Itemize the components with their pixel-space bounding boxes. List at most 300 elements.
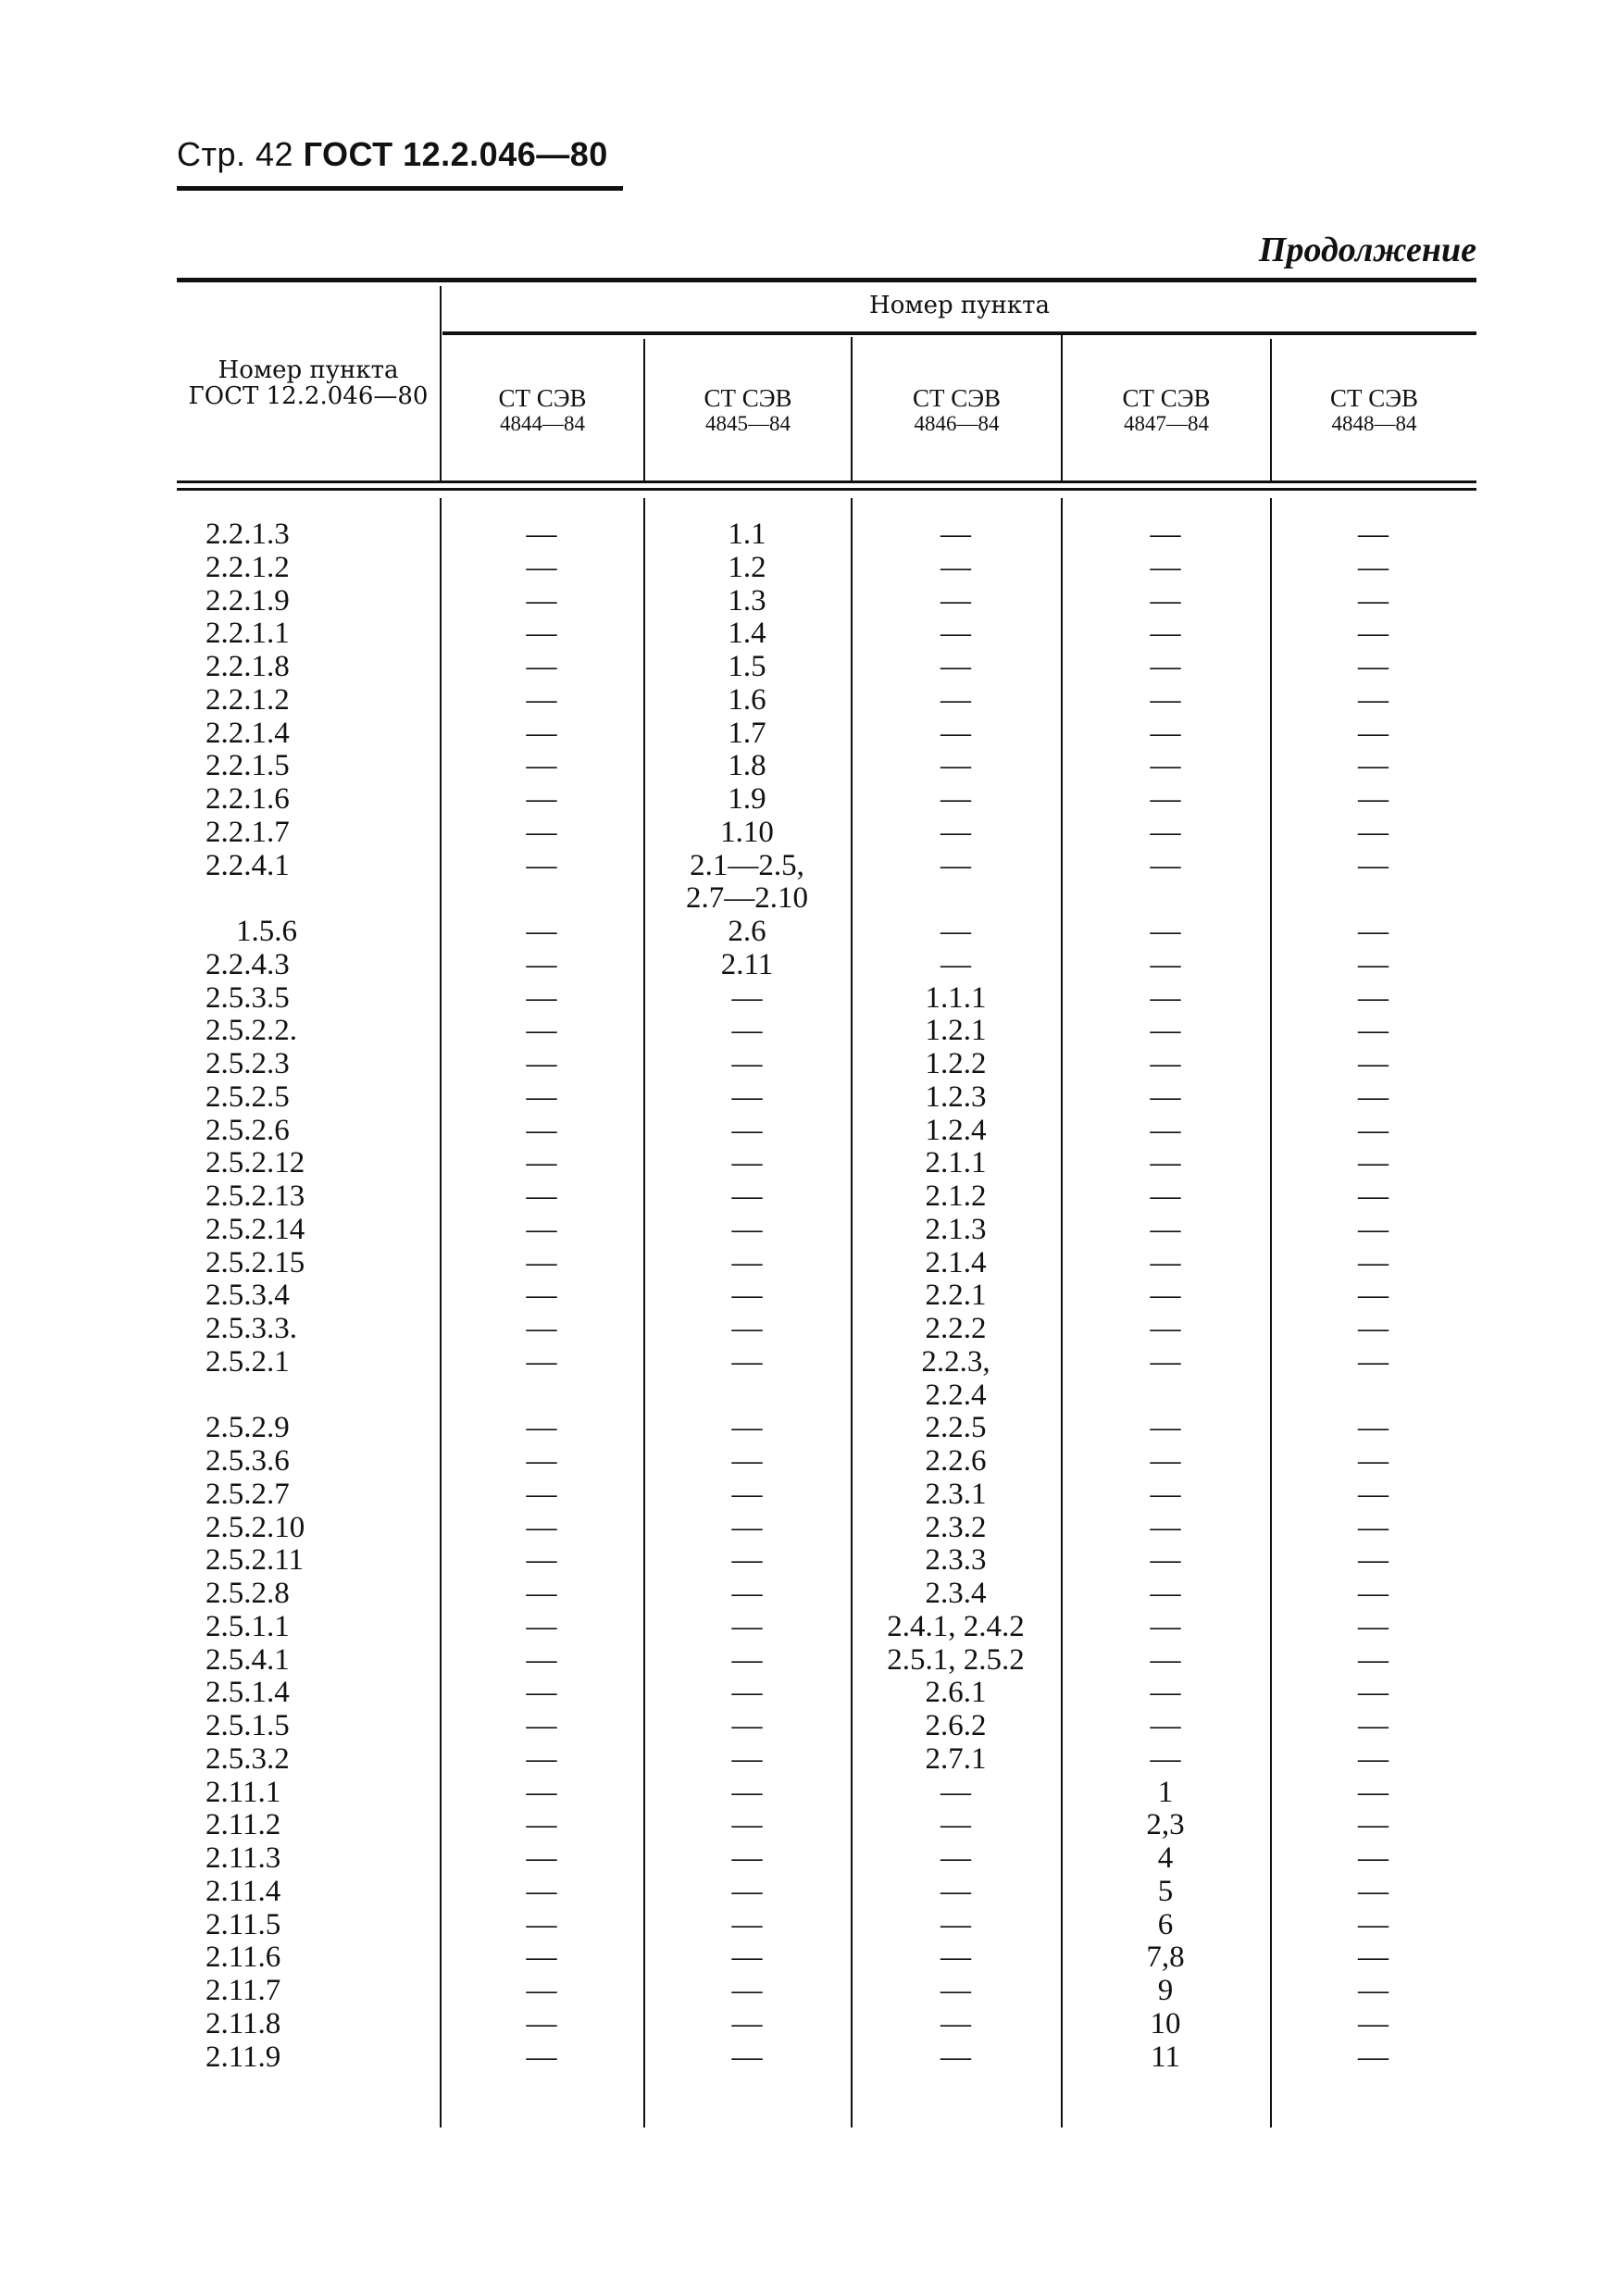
sev-clause-cell: —	[1150, 1312, 1181, 1345]
table-row	[177, 916, 1476, 949]
sev-clause-cell: 1.1	[728, 518, 766, 551]
table-row	[177, 1247, 1476, 1280]
sev-clause-cell: 2.3.2	[925, 1510, 987, 1544]
sev-clause-cell: —	[526, 1974, 557, 2007]
sev-clause-cell: 5	[1157, 1874, 1174, 1908]
sev-clause-cell: —	[1358, 1014, 1389, 1048]
gost-clause-cell: 2.2.1.3	[205, 518, 290, 551]
table-row	[177, 1975, 1476, 2008]
sev-clause-cell: —	[731, 1642, 763, 1677]
gost-clause-cell: 2.2.1.1	[205, 617, 290, 651]
sev-clause-cell: —	[1358, 1676, 1389, 1710]
sev-clause-cell: —	[1358, 550, 1389, 584]
sev-clause-cell: —	[526, 815, 557, 849]
sev-clause-cell: —	[1150, 1510, 1181, 1544]
sev-clause-cell: 2.1.4	[925, 1245, 987, 1279]
sev-clause-cell: —	[1358, 1279, 1389, 1313]
sev-clause-cell: —	[526, 1411, 557, 1445]
table-row	[177, 982, 1476, 1016]
table-row	[177, 1578, 1476, 1611]
sev-clause-cell: —	[1358, 1874, 1389, 1908]
column-divider	[440, 286, 442, 480]
sev-clause-cell: —	[1358, 782, 1389, 816]
sev-clause-cell: 1.2.3	[925, 1079, 987, 1114]
column-header-4845	[645, 385, 851, 437]
gost-clause-cell: 2.11.5	[205, 1907, 281, 1941]
sev-clause-cell: —	[526, 2006, 557, 2040]
sev-clause-cell: —	[1358, 1179, 1389, 1213]
sev-clause-cell: —	[1358, 1113, 1389, 1147]
sev-clause-cell: —	[526, 1510, 557, 1544]
sev-clause-cell: —	[526, 682, 557, 717]
sev-clause-cell: —	[1150, 550, 1181, 584]
sev-clause-cell: —	[1358, 650, 1389, 683]
sev-clause-cell: 2.11	[720, 947, 774, 981]
sev-clause-cell: —	[940, 550, 971, 584]
sev-clause-cell: —	[731, 1808, 763, 1842]
table-row	[177, 1015, 1476, 1048]
gost-clause-cell: 2.5.3.3.	[205, 1312, 297, 1345]
gost-clause-cell: 2.11.3	[205, 1841, 281, 1875]
sev-clause-cell: —	[1358, 1543, 1389, 1578]
sev-clause-cell: —	[1358, 1577, 1389, 1610]
sev-clause-cell: —	[731, 1609, 763, 1643]
sev-clause-cell: —	[526, 947, 557, 981]
sev-clause-cell: —	[940, 1874, 971, 1908]
gost-clause-cell: 2.11.9	[205, 2040, 281, 2074]
column-header-4848	[1272, 385, 1476, 437]
sev-clause-cell: —	[526, 550, 557, 584]
gost-clause-cell: 2.5.2.13	[205, 1179, 305, 1213]
sev-clause-cell: —	[1150, 1146, 1181, 1180]
sev-clause-cell: —	[1358, 1709, 1389, 1742]
sev-clause-cell: —	[1358, 617, 1389, 651]
sev-clause-cell: —	[526, 1577, 557, 1610]
table-row	[177, 1214, 1476, 1247]
sev-clause-cell: —	[940, 915, 971, 948]
sev-clause-cell: 1.2	[728, 550, 766, 584]
continuation-label: Продолжение	[1258, 231, 1476, 269]
sev-clause-cell: —	[526, 1874, 557, 1908]
sev-clause-cell: —	[731, 1312, 763, 1345]
column-header-line1: СТ СЭВ	[498, 384, 587, 412]
table-row	[177, 1710, 1476, 1743]
standard-designation: ГОСТ 12.2.046—80	[303, 135, 608, 173]
gost-clause-cell: 2.11.1	[205, 1775, 281, 1809]
sev-clause-cell: —	[1150, 1079, 1181, 1114]
sev-clause-cell: —	[1358, 1741, 1389, 1776]
gost-clause-cell: 2.2.1.5	[205, 749, 290, 783]
sev-clause-cell: —	[1150, 782, 1181, 816]
sev-clause-cell: —	[526, 1642, 557, 1677]
sev-clause-cell: —	[940, 617, 971, 651]
sev-clause-cell: —	[731, 1411, 763, 1445]
sev-clause-cell: —	[940, 749, 971, 783]
sev-clause-cell: —	[526, 1146, 557, 1180]
sev-clause-cell: —	[526, 1841, 557, 1875]
sev-clause-cell: 1	[1157, 1775, 1174, 1809]
sev-clause-cell: —	[1150, 848, 1181, 882]
sev-clause-cell: —	[1358, 1775, 1389, 1809]
sev-clause-cell: —	[1150, 1014, 1181, 1048]
sev-clause-cell: —	[731, 1874, 763, 1908]
sev-clause-cell: —	[1150, 1577, 1181, 1610]
table-row	[177, 1644, 1476, 1678]
sev-clause-cell: —	[940, 1808, 971, 1842]
sev-clause-cell: —	[940, 1775, 971, 1809]
gost-clause-cell: 2.2.4.3	[205, 947, 290, 981]
sev-clause-cell: —	[731, 1179, 763, 1213]
sev-clause-cell: —	[940, 650, 971, 683]
table-row	[177, 1081, 1476, 1115]
table-row	[177, 1611, 1476, 1644]
sev-clause-cell: —	[1358, 2040, 1389, 2074]
table-top-rule	[177, 278, 1476, 282]
sev-clause-cell: —	[526, 1477, 557, 1511]
table-row	[177, 1115, 1476, 1148]
gost-clause-cell: 2.2.4.1	[205, 848, 290, 882]
sev-clause-cell: —	[940, 2040, 971, 2074]
sev-clause-cell: 6	[1157, 1907, 1174, 1941]
gost-clause-cell: 2.5.2.5	[205, 1079, 290, 1114]
sev-clause-cell: 2.2.5	[925, 1411, 987, 1445]
sev-clause-cell: —	[1150, 1642, 1181, 1677]
table-row	[177, 1180, 1476, 1214]
sev-clause-cell: —	[731, 1676, 763, 1710]
sev-clause-cell: —	[1150, 1279, 1181, 1313]
table-row	[177, 651, 1476, 684]
sev-clause-cell: —	[526, 1709, 557, 1742]
gost-clause-cell: 2.11.4	[205, 1874, 281, 1908]
sev-clause-cell: —	[1150, 1444, 1181, 1478]
table-row	[177, 1743, 1476, 1777]
sev-clause-cell: —	[1150, 980, 1181, 1015]
sev-clause-cell: —	[1358, 1609, 1389, 1643]
gost-clause-cell: 2.5.2.1	[205, 1344, 290, 1379]
sev-clause-cell: —	[526, 782, 557, 816]
sev-clause-cell: 2.1.3	[925, 1212, 987, 1246]
sev-clause-cell: —	[1358, 1510, 1389, 1544]
sev-clause-cell: —	[731, 1741, 763, 1776]
sev-clause-cell: —	[731, 1577, 763, 1610]
table-row	[177, 1941, 1476, 1975]
sev-clause-cell: 2.2.6	[925, 1444, 987, 1478]
sev-clause-cell: —	[526, 1808, 557, 1842]
sev-clause-cell: —	[1150, 1113, 1181, 1147]
sev-clause-cell: —	[526, 583, 557, 618]
sev-clause-cell: 2.1.1	[925, 1146, 987, 1180]
sev-clause-cell: 1.6	[728, 682, 766, 717]
sev-clause-cell: —	[1150, 617, 1181, 651]
sev-clause-cell: 2.2.3, 2.2.4	[921, 1344, 990, 1412]
sev-clause-cell: —	[526, 1543, 557, 1578]
sev-clause-cell: 7,8	[1146, 1940, 1185, 1975]
sev-clause-cell: —	[940, 947, 971, 981]
sev-clause-cell: —	[1150, 1411, 1181, 1445]
sev-clause-cell: —	[731, 1444, 763, 1478]
header-bottom-rule-2	[177, 488, 1476, 491]
sev-clause-cell: —	[526, 980, 557, 1015]
sev-clause-cell: 4	[1157, 1841, 1174, 1875]
sev-clause-cell: —	[1358, 518, 1389, 551]
sev-clause-cell: —	[731, 2040, 763, 2074]
table-row	[177, 518, 1476, 552]
gost-clause-cell: 2.5.1.1	[205, 1609, 290, 1643]
column-header-line1: СТ СЭВ	[1122, 384, 1211, 412]
sev-clause-cell: 1.10	[720, 815, 774, 849]
gost-clause-cell: 2.5.2.8	[205, 1577, 290, 1610]
gost-clause-cell: 2.5.2.6	[205, 1113, 290, 1147]
sev-clause-cell: —	[1358, 1047, 1389, 1080]
gost-clause-cell: 2.5.3.5	[205, 980, 290, 1015]
page-number: Стр. 42	[177, 135, 294, 173]
sev-clause-cell: —	[526, 1312, 557, 1345]
sev-clause-cell: —	[1150, 915, 1181, 948]
sev-clause-cell: —	[1150, 1477, 1181, 1511]
sev-clause-cell: —	[1150, 1245, 1181, 1279]
sev-clause-cell: —	[1358, 682, 1389, 717]
gost-clause-cell: 2.5.1.5	[205, 1709, 290, 1742]
sev-clause-cell: —	[526, 1940, 557, 1975]
sev-clause-cell: 2.3.4	[925, 1577, 987, 1610]
sev-clause-cell: —	[1150, 749, 1181, 783]
sev-clause-cell: 11	[1151, 2040, 1180, 2074]
sev-clause-cell: —	[526, 1113, 557, 1147]
table-row	[177, 783, 1476, 817]
sev-clause-cell: —	[731, 1907, 763, 1941]
gost-clause-cell: 2.2.1.4	[205, 716, 290, 750]
sev-clause-cell: —	[731, 2006, 763, 2040]
gost-clause-cell: 2.5.2.2.	[205, 1014, 297, 1048]
sev-clause-cell: —	[526, 1079, 557, 1114]
sev-clause-cell: 1.5	[728, 650, 766, 683]
sev-clause-cell: 2.3.1	[925, 1477, 987, 1511]
sev-clause-cell: —	[731, 1841, 763, 1875]
table-row	[177, 1909, 1476, 1942]
sev-clause-cell: —	[1358, 1312, 1389, 1345]
sev-clause-cell: —	[731, 1775, 763, 1809]
gost-clause-cell: 2.5.2.15	[205, 1245, 305, 1279]
sev-clause-cell: —	[1150, 583, 1181, 618]
sev-clause-cell: —	[1358, 1444, 1389, 1478]
sev-clause-cell: —	[1358, 1940, 1389, 1975]
group-header-rule	[442, 331, 1476, 335]
sev-clause-cell: —	[526, 1676, 557, 1710]
sev-clause-cell: —	[731, 1146, 763, 1180]
sev-clause-cell: 2.1—2.5, 2.7—2.10	[686, 848, 808, 916]
gost-clause-cell: 2.2.1.8	[205, 650, 290, 683]
sev-clause-cell: 1.4	[728, 617, 766, 651]
sev-clause-cell: —	[1358, 980, 1389, 1015]
column-header-line2: 4848—84	[1331, 412, 1417, 435]
sev-clause-cell: 2.4.1, 2.4.2	[887, 1609, 1025, 1643]
sev-clause-cell: —	[1150, 1344, 1181, 1379]
sev-clause-cell: —	[526, 1245, 557, 1279]
sev-clause-cell: —	[731, 1245, 763, 1279]
sev-clause-cell: 1.9	[728, 782, 766, 816]
sev-clause-cell: —	[526, 848, 557, 882]
sev-clause-cell: —	[526, 2040, 557, 2074]
sev-clause-cell: —	[731, 1079, 763, 1114]
table-row	[177, 618, 1476, 651]
sev-clause-cell: —	[526, 1279, 557, 1313]
sev-clause-cell: —	[1150, 716, 1181, 750]
table-row	[177, 585, 1476, 618]
gost-clause-cell: 2.2.1.2	[205, 682, 290, 717]
gost-clause-cell: 2.5.2.9	[205, 1411, 290, 1445]
sev-clause-cell: 2.6.2	[925, 1709, 987, 1742]
sev-clause-cell: —	[1150, 1047, 1181, 1080]
table-row	[177, 1777, 1476, 1810]
sev-clause-cell: 2.6.1	[925, 1676, 987, 1710]
sev-clause-cell: —	[1358, 1974, 1389, 2007]
sev-clause-cell: —	[940, 518, 971, 551]
table-row	[177, 1346, 1476, 1413]
table-row	[177, 1809, 1476, 1842]
gost-clause-cell: 2.5.3.2	[205, 1741, 290, 1776]
sev-clause-cell: —	[1358, 749, 1389, 783]
column-header-line2: 4845—84	[705, 412, 791, 435]
sev-clause-cell: 1.2.1	[925, 1014, 987, 1048]
sev-clause-cell: 10	[1150, 2006, 1181, 2040]
sev-clause-cell: 1.8	[728, 749, 766, 783]
sev-clause-cell: —	[1358, 848, 1389, 882]
sev-clause-cell: —	[526, 650, 557, 683]
sev-clause-cell: —	[731, 1477, 763, 1511]
sev-clause-cell: —	[526, 1775, 557, 1809]
sev-clause-cell: —	[1150, 815, 1181, 849]
sev-clause-cell: —	[526, 1741, 557, 1776]
sev-clause-cell: 2.3.3	[925, 1543, 987, 1578]
gost-clause-cell: 2.5.2.11	[205, 1543, 305, 1578]
sev-clause-cell: —	[940, 583, 971, 618]
sev-clause-cell: —	[731, 1212, 763, 1246]
column-header-4844	[442, 385, 643, 437]
sev-clause-cell: —	[1358, 716, 1389, 750]
gost-clause-cell: 2.11.7	[205, 1974, 281, 2007]
sev-clause-cell: —	[940, 2006, 971, 2040]
sev-clause-cell: —	[526, 1014, 557, 1048]
sev-clause-cell: 2.1.2	[925, 1179, 987, 1213]
sev-clause-cell: —	[1358, 1411, 1389, 1445]
sev-clause-cell: —	[526, 1212, 557, 1246]
sev-clause-cell: 2.6	[728, 915, 766, 948]
header-bottom-rule-1	[177, 480, 1476, 483]
first-column-header	[177, 357, 440, 409]
sev-clause-cell: 2.2.2	[925, 1312, 987, 1345]
table-row	[177, 552, 1476, 585]
table-row	[177, 684, 1476, 718]
sev-clause-cell: —	[1150, 1179, 1181, 1213]
column-header-line1: СТ СЭВ	[1329, 384, 1419, 412]
sev-clause-cell: —	[731, 1113, 763, 1147]
sev-clause-cell: —	[940, 782, 971, 816]
sev-clause-cell: —	[1358, 1245, 1389, 1279]
table-row	[177, 817, 1476, 850]
sev-clause-cell: 2.5.1, 2.5.2	[887, 1642, 1025, 1677]
sev-clause-cell: —	[731, 1510, 763, 1544]
sev-clause-cell: —	[940, 1907, 971, 1941]
table-row	[177, 1279, 1476, 1313]
sev-clause-cell: 1.2.2	[925, 1047, 987, 1080]
sev-clause-cell: —	[526, 1444, 557, 1478]
column-header-4846	[853, 385, 1061, 437]
sev-clause-cell: —	[1358, 583, 1389, 618]
sev-clause-cell: —	[1358, 1079, 1389, 1114]
gost-clause-cell: 2.5.2.10	[205, 1510, 305, 1544]
table-row	[177, 1048, 1476, 1081]
table-row	[177, 1876, 1476, 1909]
gost-clause-cell: 2.5.3.4	[205, 1279, 290, 1313]
table-row	[177, 1479, 1476, 1512]
sev-clause-cell: —	[1358, 1146, 1389, 1180]
table-row	[177, 1512, 1476, 1545]
sev-clause-cell: —	[1358, 2006, 1389, 2040]
column-header-line1: СТ СЭВ	[912, 384, 1002, 412]
sev-clause-cell: —	[526, 1907, 557, 1941]
sev-clause-cell: —	[940, 716, 971, 750]
table-row	[177, 850, 1476, 917]
table-row	[177, 2008, 1476, 2041]
table-row	[177, 1313, 1476, 1346]
sev-clause-cell: —	[1150, 1609, 1181, 1643]
sev-clause-cell: —	[1150, 650, 1181, 683]
page-header	[177, 135, 608, 174]
gost-clause-cell: 2.2.1.9	[205, 583, 290, 618]
sev-clause-cell: —	[1150, 1543, 1181, 1578]
gost-clause-cell: 2.11.6	[205, 1940, 281, 1975]
sev-clause-cell: —	[526, 1047, 557, 1080]
sev-clause-cell: —	[731, 1344, 763, 1379]
sev-clause-cell: —	[731, 1940, 763, 1975]
sev-clause-cell: —	[731, 1279, 763, 1313]
column-header-line2: 4844—84	[500, 412, 585, 435]
gost-clause-cell: 2.5.4.1	[205, 1642, 290, 1677]
sev-clause-cell: 1.2.4	[925, 1113, 987, 1147]
gost-clause-cell: 1.5.6	[205, 915, 297, 948]
sev-clause-cell: 2,3	[1146, 1808, 1185, 1842]
table-row	[177, 1842, 1476, 1876]
gost-clause-cell: 2.5.2.3	[205, 1047, 290, 1080]
first-column-header-line1: Номер пункта	[218, 356, 399, 384]
table-row	[177, 750, 1476, 783]
sev-clause-cell: —	[1150, 1676, 1181, 1710]
gost-clause-cell: 2.2.1.6	[205, 782, 290, 816]
sev-clause-cell: —	[940, 682, 971, 717]
sev-clause-cell: —	[1150, 1212, 1181, 1246]
column-header-4847	[1063, 385, 1270, 437]
sev-clause-cell: —	[731, 1974, 763, 2007]
sev-clause-cell: —	[940, 815, 971, 849]
sev-clause-cell: —	[1358, 1344, 1389, 1379]
sev-clause-cell: —	[731, 980, 763, 1015]
table-row	[177, 718, 1476, 751]
sev-clause-cell: —	[731, 1014, 763, 1048]
sev-clause-cell: —	[526, 749, 557, 783]
sev-clause-cell: —	[1358, 1212, 1389, 1246]
sev-clause-cell: —	[526, 915, 557, 948]
gost-clause-cell: 2.11.8	[205, 2006, 281, 2040]
header-rule	[177, 186, 623, 191]
gost-clause-cell: 2.5.2.12	[205, 1146, 305, 1180]
sev-clause-cell: 1.3	[728, 583, 766, 618]
table-row	[177, 1147, 1476, 1180]
column-header-line2: 4847—84	[1124, 412, 1209, 435]
sev-clause-cell: —	[1358, 1642, 1389, 1677]
sev-clause-cell: —	[731, 1047, 763, 1080]
gost-clause-cell: 2.5.2.7	[205, 1477, 290, 1511]
table-row	[177, 1544, 1476, 1578]
